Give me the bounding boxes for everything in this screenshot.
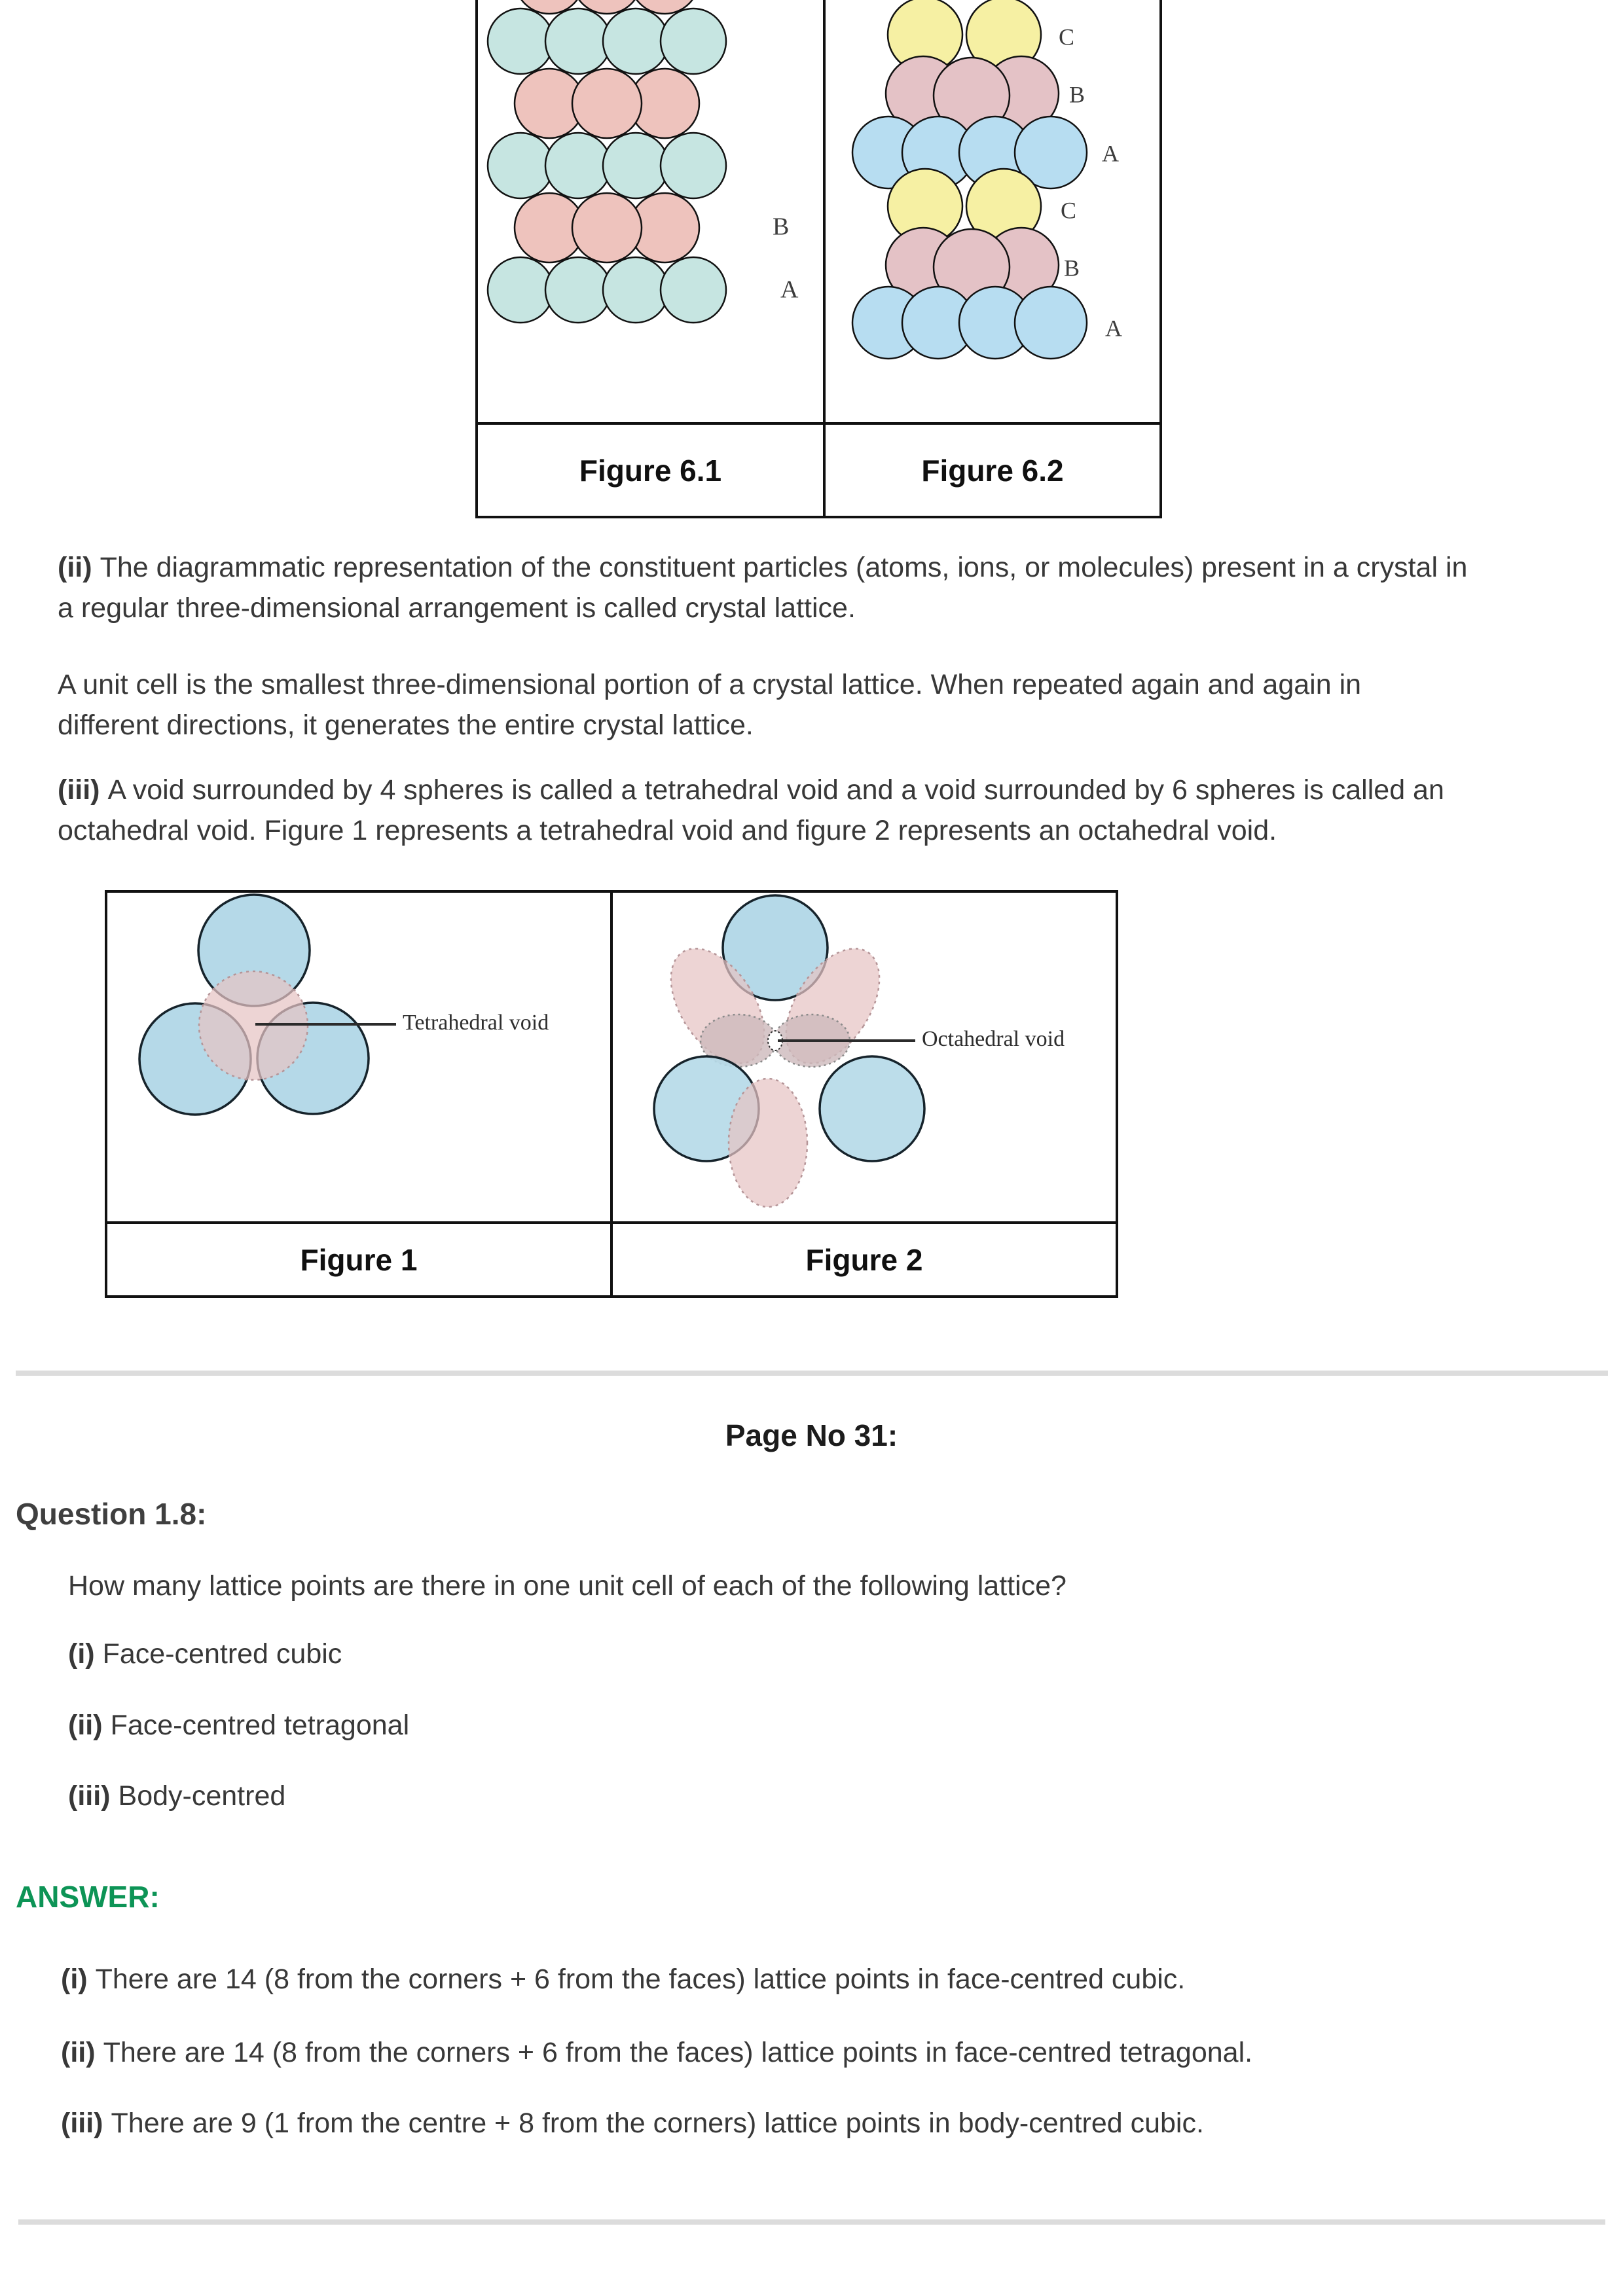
list-marker: (i) xyxy=(61,1964,88,1995)
ccp-stacking-diagram xyxy=(826,0,1159,422)
figure-6-2-cell xyxy=(826,0,1159,422)
tetrahedral-void-label: Tetrahedral void xyxy=(403,1010,549,1035)
figure-2-cell xyxy=(613,893,1116,1221)
layer-label-b: B xyxy=(773,213,790,241)
void-captions-row xyxy=(107,1221,1116,1295)
question-text: How many lattice points are there in one unit cell of each of the following lattice? xyxy=(68,1570,1067,1602)
answer-heading: ANSWER: xyxy=(16,1880,160,1914)
layer-label-c2: C xyxy=(1061,197,1077,224)
list-marker: (ii) xyxy=(68,1710,103,1741)
bottom-divider xyxy=(18,2219,1605,2225)
paragraph-voids xyxy=(58,770,1577,851)
page-number-heading: Page No 31: xyxy=(725,1418,898,1452)
paragraph-line: The diagrammatic representation of the constituent particles (atoms, ions, or molecules) present in a crystal in xyxy=(100,552,1468,583)
question-heading: Question 1.8: xyxy=(16,1497,207,1531)
paragraph-line: A void surrounded by 4 spheres is called a tetrahedral void and a void surrounded by 6 spheres is called an xyxy=(107,774,1444,806)
answer-line-i xyxy=(61,1962,1185,1996)
list-marker: (iii) xyxy=(68,1780,111,1812)
stacking-figures-row xyxy=(478,0,1159,422)
figure-6-1-cell xyxy=(478,0,826,422)
answer-text: There are 14 (8 from the corners + 6 from the faces) lattice points in face-centred tetragonal. xyxy=(103,2037,1253,2068)
hcp-stacking-diagram xyxy=(478,0,823,422)
octahedral-void-diagram xyxy=(613,893,1116,1219)
octahedral-void-label: Octahedral void xyxy=(922,1026,1065,1051)
answer-line-ii xyxy=(61,2036,1252,2070)
question-option-i xyxy=(68,1637,342,1671)
paragraph-crystal-lattice xyxy=(58,547,1577,628)
list-marker: (ii) xyxy=(58,552,92,583)
paragraph-line: a regular three-dimensional arrangement is called crystal lattice. xyxy=(58,592,856,624)
figure-1-cell xyxy=(107,893,613,1221)
answer-text: There are 14 (8 from the corners + 6 from the faces) lattice points in face-centred cubic. xyxy=(95,1964,1186,1995)
list-marker: (iii) xyxy=(61,2108,103,2139)
layer-label-a1: A xyxy=(1102,140,1119,167)
layer-label-b2: B xyxy=(1064,255,1080,281)
list-marker: (ii) xyxy=(61,2037,96,2068)
option-text: Body-centred xyxy=(118,1780,286,1812)
option-text: Face-centred cubic xyxy=(102,1638,342,1670)
figure-1-caption: Figure 1 xyxy=(107,1224,613,1295)
answer-text: There are 9 (1 from the centre + 8 from the corners) lattice points in body-centred cubic. xyxy=(111,2108,1204,2139)
stacking-figures-table xyxy=(475,0,1162,518)
list-marker: (iii) xyxy=(58,774,100,806)
layer-label-a: A xyxy=(780,276,799,304)
paragraph-line: different directions, it generates the entire crystal lattice. xyxy=(58,709,754,741)
layer-label-b1: B xyxy=(1069,81,1085,108)
answer-line-iii xyxy=(61,2106,1204,2140)
figure-6-1-caption: Figure 6.1 xyxy=(478,425,826,516)
figure-6-2-caption: Figure 6.2 xyxy=(921,453,1064,488)
void-figures-row xyxy=(107,893,1116,1221)
question-option-ii xyxy=(68,1708,409,1742)
list-marker: (i) xyxy=(68,1638,95,1670)
paragraph-line: A unit cell is the smallest three-dimensional portion of a crystal lattice. When repeated again and again in xyxy=(58,669,1362,700)
option-text: Face-centred tetragonal xyxy=(110,1710,410,1741)
stacking-captions-row xyxy=(478,422,1159,516)
question-option-iii xyxy=(68,1779,285,1813)
section-divider xyxy=(16,1371,1608,1376)
paragraph-unit-cell xyxy=(58,664,1577,745)
tetrahedral-void-diagram xyxy=(107,893,610,1219)
void-figures-table xyxy=(105,890,1118,1298)
layer-label-a2: A xyxy=(1105,315,1122,342)
figure-2-caption: Figure 2 xyxy=(805,1242,923,1277)
layer-label-c1: C xyxy=(1059,24,1075,50)
paragraph-line: octahedral void. Figure 1 represents a tetrahedral void and figure 2 represents an octahedral void. xyxy=(58,815,1277,846)
